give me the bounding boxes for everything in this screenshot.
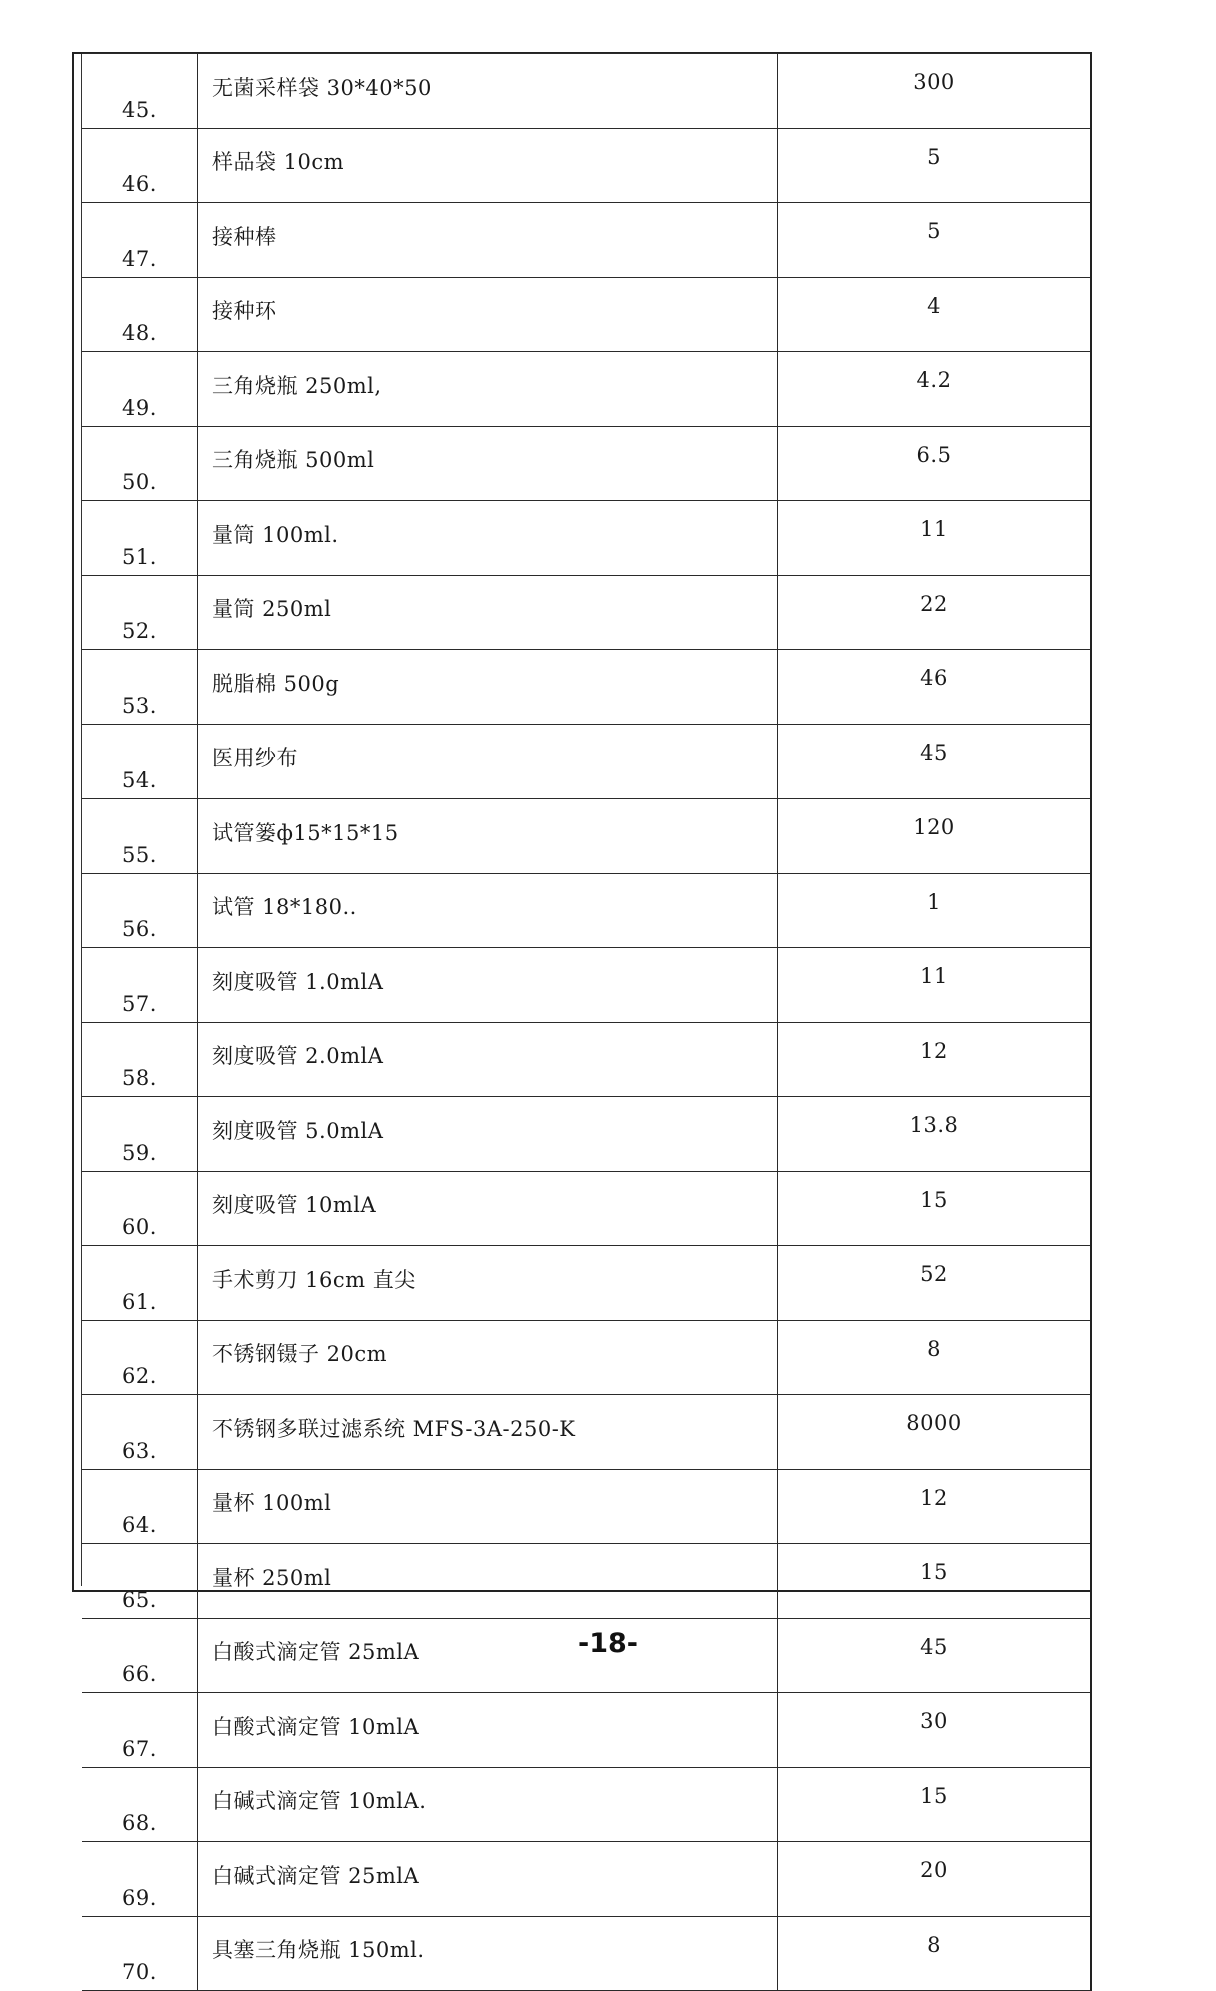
row-number-cell: 62.: [82, 1320, 198, 1395]
item-value-cell: 300: [778, 54, 1092, 129]
item-value-cell: 11: [778, 948, 1092, 1023]
row-number-cell: 63.: [82, 1395, 198, 1470]
item-value-cell: 120: [778, 799, 1092, 874]
table-row: [82, 1171, 1091, 1246]
table-row: [82, 203, 1091, 278]
item-value-cell: 8: [778, 1320, 1092, 1395]
row-number-cell: 47.: [82, 203, 198, 278]
item-name-cell: 量杯 100ml: [198, 1469, 778, 1544]
item-name-cell: 白碱式滴定管 10mlA.: [198, 1767, 778, 1842]
item-name-cell: 脱脂棉 500g: [198, 650, 778, 725]
row-number-cell: 67.: [82, 1693, 198, 1768]
item-value-cell: 4: [778, 277, 1092, 352]
row-number-cell: 59.: [82, 1097, 198, 1172]
row-number-cell: 60.: [82, 1171, 198, 1246]
item-name-cell: 无菌采样袋 30*40*50: [198, 54, 778, 129]
item-name-cell: 白酸式滴定管 10mlA: [198, 1693, 778, 1768]
row-number-cell: 51.: [82, 501, 198, 576]
table-row: [82, 1693, 1091, 1768]
item-value-cell: 4.2: [778, 352, 1092, 427]
table-row: [82, 575, 1091, 650]
item-name-cell: 医用纱布: [198, 724, 778, 799]
row-number-cell: 54.: [82, 724, 198, 799]
item-value-cell: 12: [778, 1022, 1092, 1097]
item-value-cell: 13.8: [778, 1097, 1092, 1172]
item-value-cell: 15: [778, 1767, 1092, 1842]
item-name-cell: 白碱式滴定管 25mlA: [198, 1842, 778, 1917]
row-number-cell: 65.: [82, 1544, 198, 1619]
row-number-cell: 70.: [82, 1916, 198, 1991]
item-value-cell: 46: [778, 650, 1092, 725]
item-value-cell: 12: [778, 1469, 1092, 1544]
item-name-cell: 刻度吸管 2.0mlA: [198, 1022, 778, 1097]
table-row: [82, 1022, 1091, 1097]
item-value-cell: 15: [778, 1544, 1092, 1619]
item-value-cell: 52: [778, 1246, 1092, 1321]
item-name-cell: 接种环: [198, 277, 778, 352]
item-value-cell: 8: [778, 1916, 1092, 1991]
table-row: [82, 650, 1091, 725]
table-row: [82, 1842, 1091, 1917]
item-value-cell: 11: [778, 501, 1092, 576]
table-row: [82, 54, 1091, 129]
table-row: [82, 128, 1091, 203]
table-row: [82, 1469, 1091, 1544]
row-number-cell: 53.: [82, 650, 198, 725]
table-row: [82, 1395, 1091, 1470]
row-number-cell: 57.: [82, 948, 198, 1023]
item-value-cell: 15: [778, 1171, 1092, 1246]
row-number-cell: 48.: [82, 277, 198, 352]
table-row: [82, 352, 1091, 427]
item-name-cell: 白酸式滴定管 25mlA: [198, 1618, 778, 1693]
row-number-cell: 61.: [82, 1246, 198, 1321]
item-name-cell: 刻度吸管 1.0mlA: [198, 948, 778, 1023]
item-name-cell: 样品袋 10cm: [198, 128, 778, 203]
table-row: [82, 277, 1091, 352]
table-row: [82, 724, 1091, 799]
item-value-cell: 8000: [778, 1395, 1092, 1470]
row-number-cell: 69.: [82, 1842, 198, 1917]
item-value-cell: 6.5: [778, 426, 1092, 501]
item-value-cell: 45: [778, 724, 1092, 799]
item-name-cell: 量杯 250ml: [198, 1544, 778, 1619]
items-table: [82, 53, 1092, 1991]
item-name-cell: 接种棒: [198, 203, 778, 278]
row-number-cell: 46.: [82, 128, 198, 203]
item-name-cell: 量筒 250ml: [198, 575, 778, 650]
table-row: [82, 501, 1091, 576]
item-name-cell: 刻度吸管 5.0mlA: [198, 1097, 778, 1172]
table-row: [82, 799, 1091, 874]
item-name-cell: 三角烧瓶 250ml,: [198, 352, 778, 427]
row-number-cell: 52.: [82, 575, 198, 650]
item-value-cell: 22: [778, 575, 1092, 650]
item-name-cell: 不锈钢镊子 20cm: [198, 1320, 778, 1395]
row-number-cell: 58.: [82, 1022, 198, 1097]
item-name-cell: 不锈钢多联过滤系统 MFS-3A-250-K: [198, 1395, 778, 1470]
table-row: [82, 426, 1091, 501]
item-value-cell: 30: [778, 1693, 1092, 1768]
row-number-cell: 64.: [82, 1469, 198, 1544]
item-name-cell: 手术剪刀 16cm 直尖: [198, 1246, 778, 1321]
item-value-cell: 5: [778, 203, 1092, 278]
table-row: [82, 1246, 1091, 1321]
row-number-cell: 49.: [82, 352, 198, 427]
row-number-cell: 68.: [82, 1767, 198, 1842]
item-name-cell: 量筒 100ml.: [198, 501, 778, 576]
item-value-cell: 45: [778, 1618, 1092, 1693]
row-number-cell: 55.: [82, 799, 198, 874]
table-row: [82, 1916, 1091, 1991]
items-table-body: [82, 54, 1091, 1991]
row-number-cell: 45.: [82, 54, 198, 129]
table-row: [82, 1320, 1091, 1395]
row-number-cell: 50.: [82, 426, 198, 501]
row-number-cell: 56.: [82, 873, 198, 948]
table-row: [82, 1767, 1091, 1842]
item-name-cell: 刻度吸管 10mlA: [198, 1171, 778, 1246]
table-row: [82, 1544, 1091, 1619]
item-value-cell: 20: [778, 1842, 1092, 1917]
row-number-cell: 66.: [82, 1618, 198, 1693]
item-name-cell: 具塞三角烧瓶 150ml.: [198, 1916, 778, 1991]
table-row: [82, 1097, 1091, 1172]
table-row: [82, 948, 1091, 1023]
item-value-cell: 1: [778, 873, 1092, 948]
item-name-cell: 试管 18*180..: [198, 873, 778, 948]
item-name-cell: 三角烧瓶 500ml: [198, 426, 778, 501]
item-name-cell: 试管篓ф15*15*15: [198, 799, 778, 874]
page-number: -18-: [578, 1628, 638, 1659]
item-value-cell: 5: [778, 128, 1092, 203]
table-row: [82, 873, 1091, 948]
